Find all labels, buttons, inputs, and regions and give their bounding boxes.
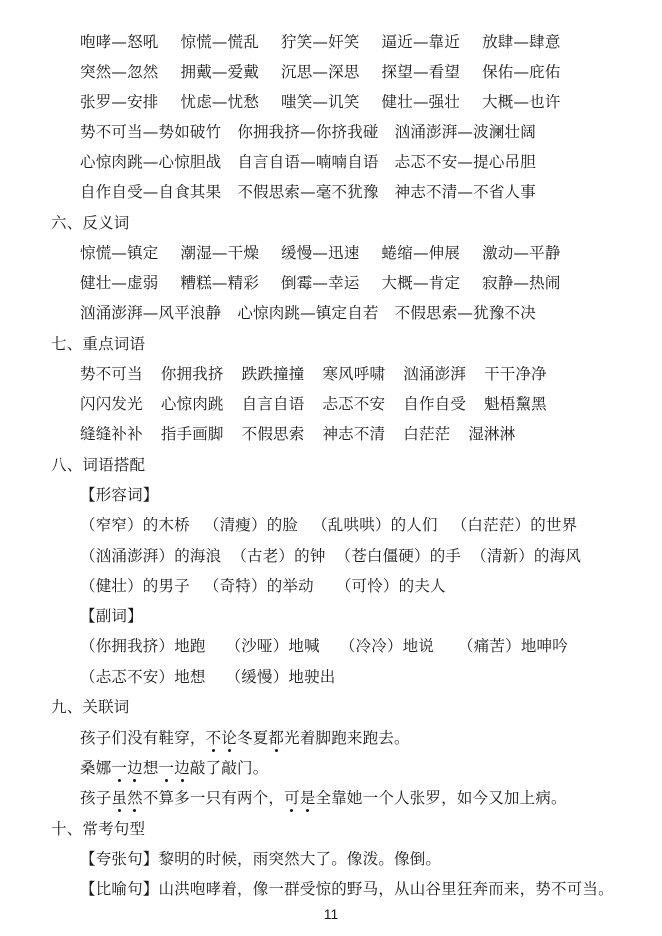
sentence-pattern-item: 【夸张句】黎明的时候，雨突然大了。像泼。像倒。	[80, 850, 442, 868]
adjective-row: （窄窄）的木桥 （清瘦）的脸 （乱哄哄）的人们 （白茫茫）的世界	[80, 516, 578, 534]
synonym-row: 自作自受—自食其果 不假思索—毫不犹豫 神志不清—不省人事	[80, 183, 536, 201]
adverb-row: （你拥我挤）地跑 （沙哑）地喊 （冷冷）地说 （痛苦）地呻吟	[80, 637, 568, 655]
adjective-row: （健壮）的男子 （奇特）的举动 （可怜）的夫人	[80, 577, 446, 595]
adjective-row: （汹涌澎湃）的海浪 （古老）的钟 （苍白僵硬）的手 （清新）的海风	[80, 547, 582, 565]
section-heading-conjunctions: 九、关联词	[51, 698, 130, 716]
key-words-row: 缝缝补补 指手画脚 不假思索 神志不清 白茫茫 湿淋淋	[80, 425, 516, 443]
conjunction-sentence: 孩子虽然不算多一只有两个，可是全靠她一个人张罗，如今又加上病。	[80, 789, 567, 807]
key-words-row: 势不可当 你拥我挤 跌跌撞撞 寒风呼啸 汹涌澎湃 干干净净	[80, 365, 547, 383]
synonym-row: 势不可当—势如破竹 你拥我挤—你挤我碰 汹涌澎湃—波澜壮阔	[80, 123, 536, 141]
synonym-row: 咆哮—怒吼 惊慌—慌乱 狞笑—奸笑 逼近—靠近 放肆—肆意	[80, 33, 561, 51]
antonym-row: 健壮—虚弱 糟糕—精彩 倒霉—幸运 大概—肯定 寂静—热闹	[80, 274, 561, 292]
section-heading-key-words: 七、重点词语	[51, 335, 146, 353]
adverb-row: （忐忑不安）地想 （缓慢）地驶出	[80, 668, 336, 686]
adverb-label: 【副词】	[80, 607, 143, 625]
section-heading-antonyms: 六、反义词	[51, 214, 130, 232]
page-number: 11	[323, 906, 339, 922]
section-heading-collocations: 八、词语搭配	[51, 456, 146, 474]
conjunction-sentence: 桑娜一边想一边敲了敲门。	[80, 759, 269, 777]
sentence-pattern-item: 【比喻句】山洪咆哮着，像一群受惊的野马，从山谷里狂奔而来，势不可当。	[80, 880, 614, 898]
antonym-row: 汹涌澎湃—风平浪静 心惊肉跳—镇定自若 不假思索—犹豫不决	[80, 304, 536, 322]
synonym-row: 突然—忽然 拥戴—爱戴 沉思—深思 探望—看望 保佑—庇佑	[80, 63, 561, 81]
key-words-row: 闪闪发光 心惊肉跳 自言自语 忐忑不安 自作自受 魁梧黧黑	[80, 395, 547, 413]
antonym-row: 惊慌—镇定 潮湿—干燥 缓慢—迅速 蜷缩—伸展 激动—平静	[80, 244, 561, 262]
adjective-label: 【形容词】	[80, 486, 159, 504]
section-heading-sentence-patterns: 十、常考句型	[51, 820, 146, 838]
synonym-row: 心惊肉跳—心惊胆战 自言自语—喃喃自语 忐忑不安—提心吊胆	[80, 153, 536, 171]
synonym-row: 张罗—安排 忧虑—忧愁 嗤笑—讥笑 健壮—强壮 大概—也许	[80, 93, 561, 111]
conjunction-sentence: 孩子们没有鞋穿，不论冬夏都光着脚跑来跑去。	[80, 729, 410, 747]
